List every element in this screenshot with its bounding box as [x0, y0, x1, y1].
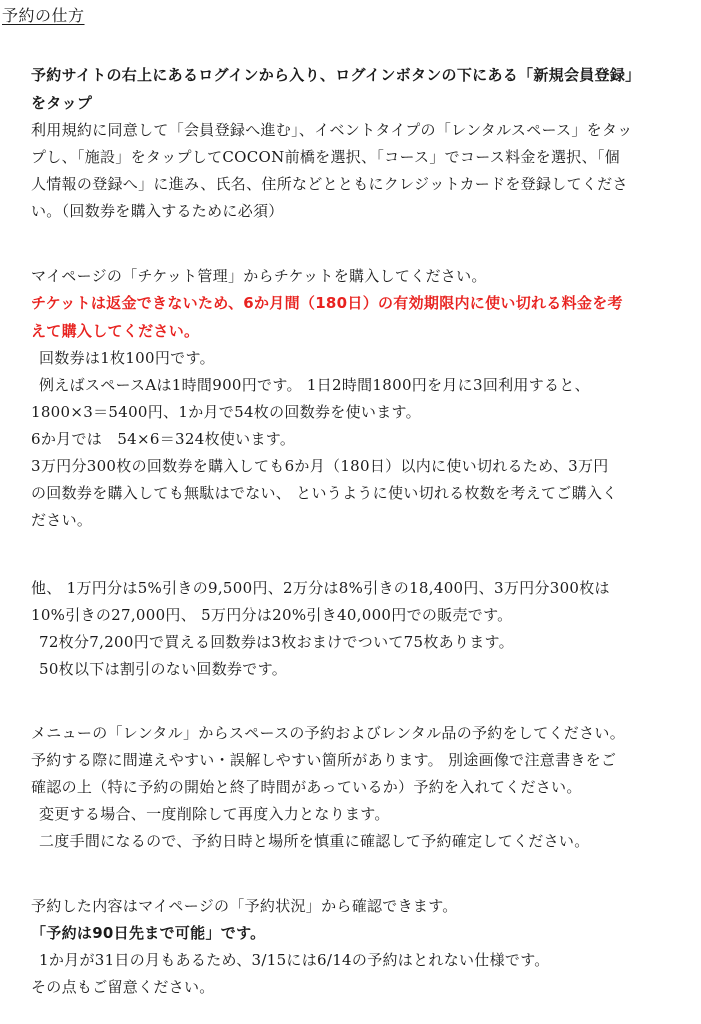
closing-note-line: その点もご留意ください。	[31, 978, 215, 996]
reservation-line-2: 予約する際に間違えやすい・誤解しやすい箇所があります。 別途画像で注意書きをご	[31, 751, 617, 769]
discount-line-4: 50枚以下は割引のない回数券です。	[39, 660, 287, 678]
example-line-5: の回数券を購入しても無駄はでない、 というように使い切れる枚数を考えてご購入く	[31, 484, 618, 502]
page-title: 予約の仕方	[2, 6, 85, 25]
registration-text-line-3: 人情報の登録へ」に進み、氏名、住所などとともにクレジットカードを登録してくださ	[31, 175, 628, 193]
reservation-line-1: メニューの「レンタル」からスペースの予約およびレンタル品の予約をしてください。	[31, 724, 626, 742]
example-line-6: ださい。	[31, 511, 93, 529]
example-line-1: 例えばスペースAは1時間900円です。 1日2時間1800円を月に3回利用すると、	[39, 376, 590, 394]
example-line-3: 6か月では 54×6＝324枚使います。	[31, 430, 296, 448]
discount-line-1: 他、 1万円分は5%引きの9,500円、2万分は8%引きの18,400円、3万円分300枚は	[31, 579, 610, 597]
step-heading-line-2: をタップ	[31, 94, 93, 112]
reservation-line-5: 二度手間になるので、予約日時と場所を慎重に確認して予約確定してください。	[39, 832, 590, 850]
status-line: 予約した内容はマイページの「予約状況」から確認できます。	[31, 897, 458, 915]
registration-text-line-2: プし、「施設」をタップしてCOCON前橋を選択、「コース」でコース料金を選択、「個	[31, 148, 620, 166]
reservation-line-3: 確認の上（特に予約の開始と終了時間があっているか）予約を入れてください。	[31, 778, 582, 796]
refund-warning-line-2: えて購入してください。	[31, 322, 200, 340]
reservation-line-4: 変更する場合、一度削除して再度入力となります。	[39, 805, 390, 823]
ticket-purchase-line: マイページの「チケット管理」からチケットを購入してください。	[31, 267, 487, 285]
registration-text-line-4: い。（回数券を購入するために必須）	[31, 202, 284, 220]
ninety-day-note: 「予約は90日先まで可能」です。	[31, 924, 266, 942]
refund-warning-line-1: チケットは返金できないため、6か月間（180日）の有効期限内に使い切れる料金を考	[31, 294, 623, 312]
registration-text-line-1: 利用規約に同意して「会員登録へ進む」、イベントタイプの「レンタルスペース」をタッ	[31, 121, 633, 139]
month-note-line: 1か月が31日の月もあるため、3/15には6/14の予約はとれない仕様です。	[39, 951, 550, 969]
discount-line-2: 10%引きの27,000円、 5万円分は20%引き40,000円での販売です。	[31, 606, 513, 624]
ticket-price-line: 回数券は1枚100円です。	[39, 349, 215, 367]
example-line-4: 3万円分300枚の回数券を購入しても6か月（180日）以内に使い切れるため、3万円	[31, 457, 609, 475]
example-line-2: 1800×3＝5400円、1か月で54枚の回数券を使います。	[31, 403, 421, 421]
discount-line-3: 72枚分7,200円で買える回数券は3枚おまけでついて75枚あります。	[39, 633, 514, 651]
step-heading-line-1: 予約サイトの右上にあるログインから入り、ログインボタンの下にある「新規会員登録」	[31, 66, 641, 84]
